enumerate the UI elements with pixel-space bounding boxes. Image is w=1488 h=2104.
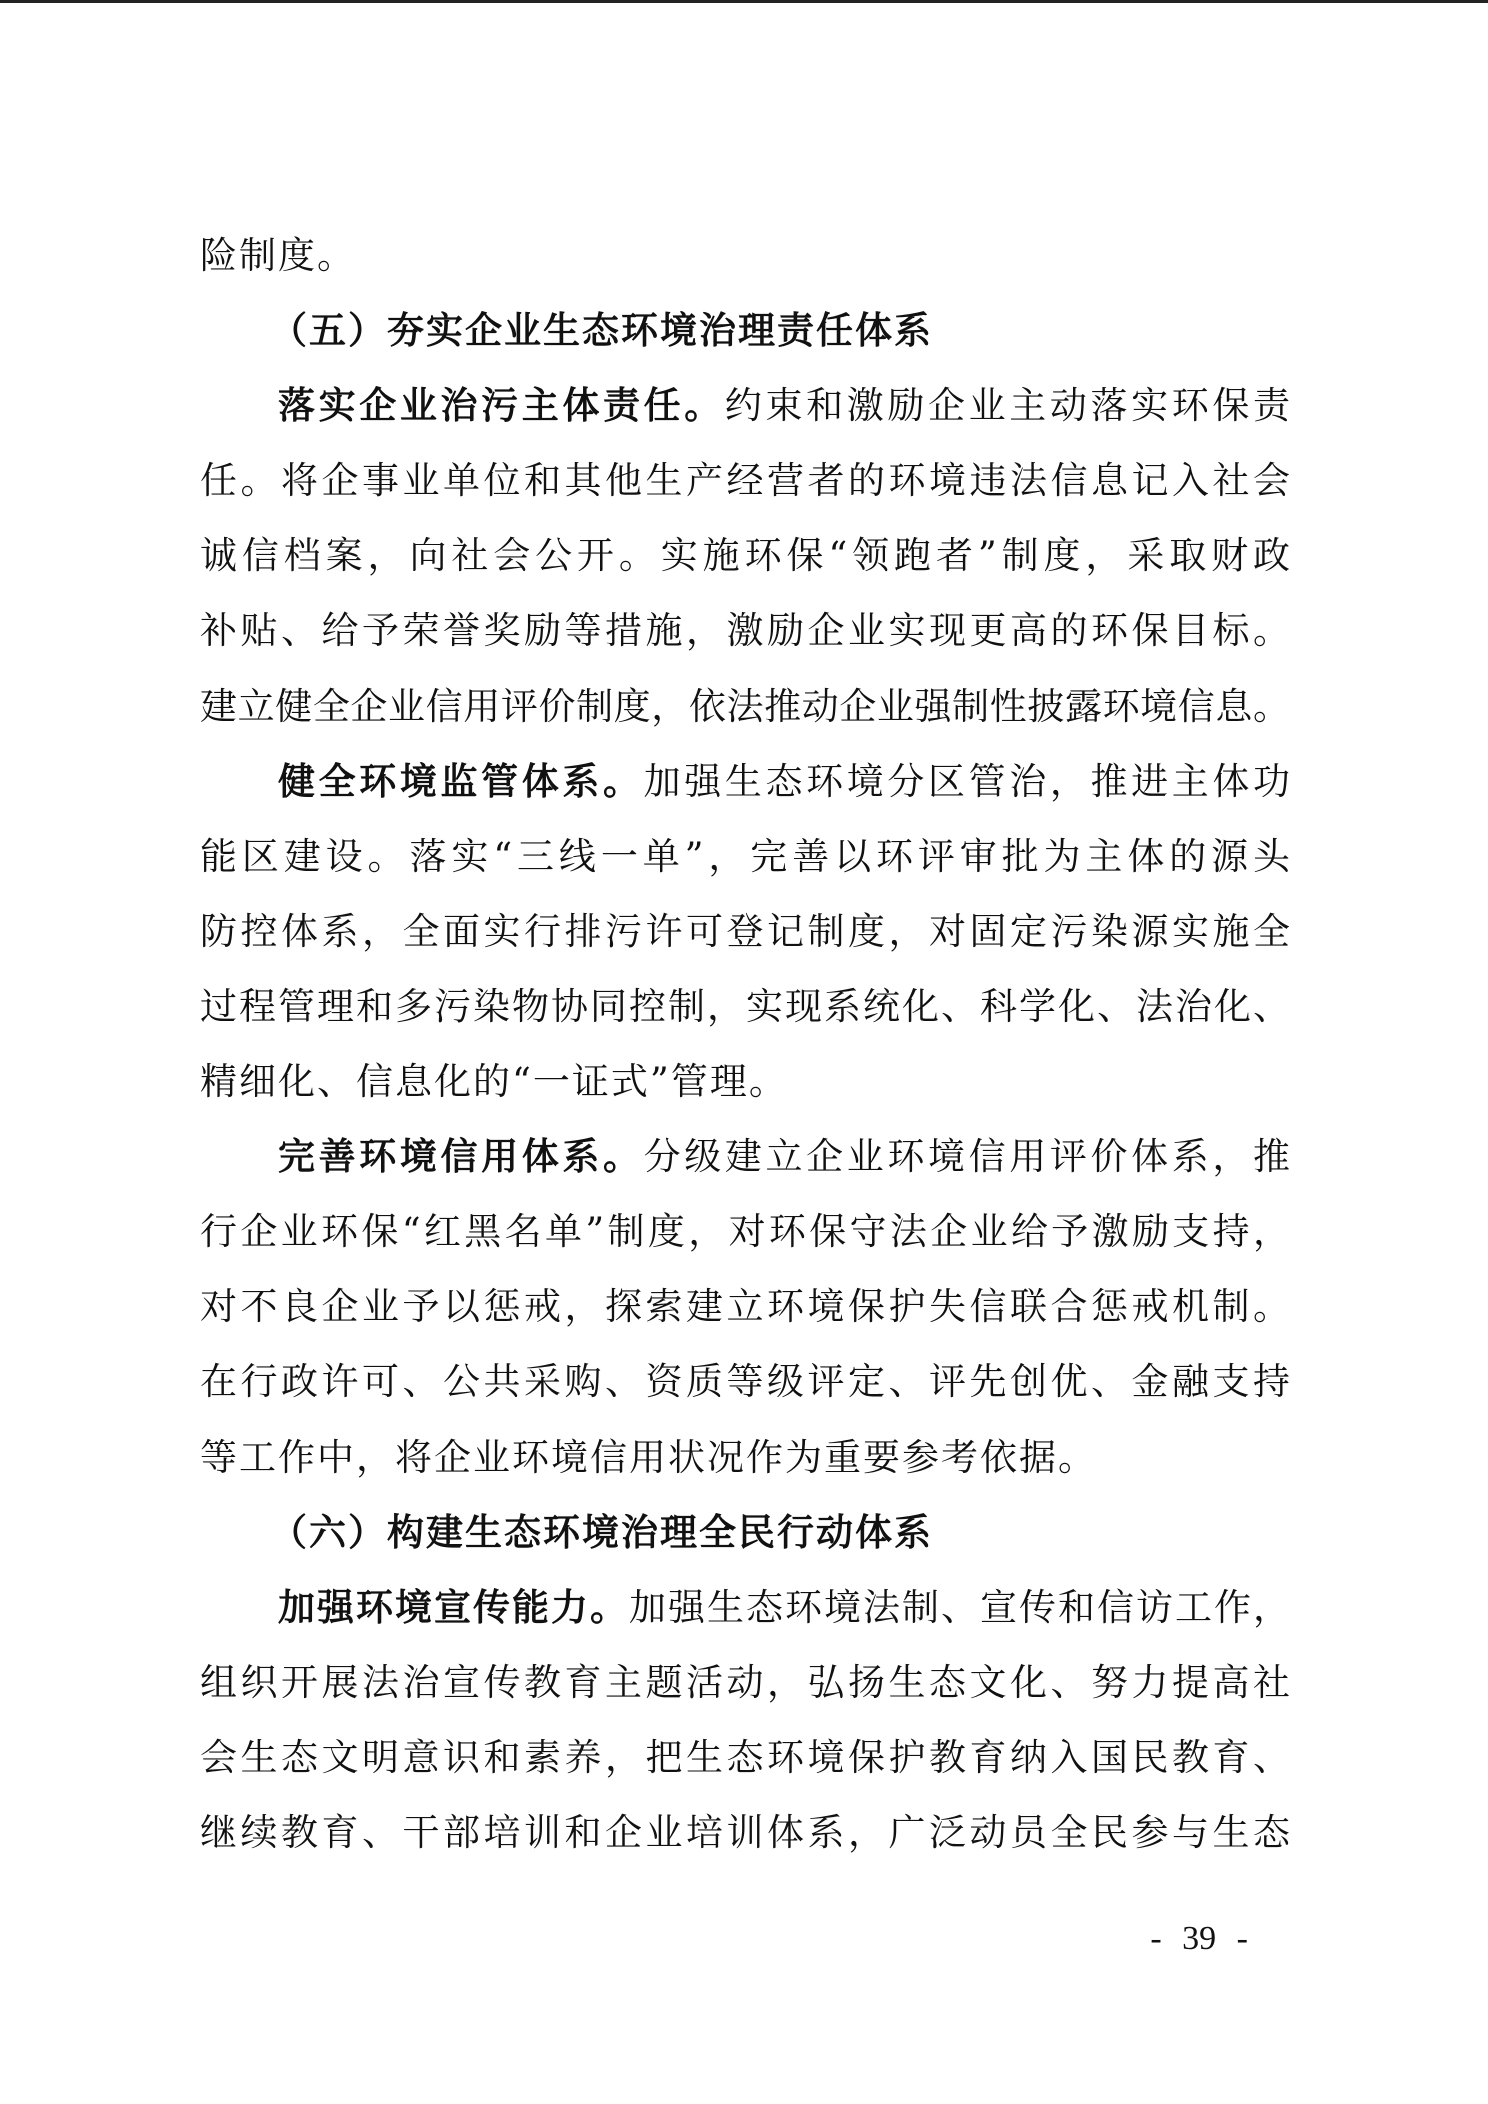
text-line: 建立健全企业信用评价制度，依法推动企业强制性披露环境信息。 bbox=[200, 684, 1290, 728]
text-line: 精细化、信息化的“一证式”管理。 bbox=[200, 1060, 788, 1104]
text-line: 过程管理和多污染物协同控制，实现系统化、科学化、法治化、 bbox=[200, 984, 1290, 1028]
text-line: 险制度。 bbox=[200, 234, 356, 277]
text-line: 会生态文明意识和素养，把生态环境保护教育纳入国民教育、 bbox=[200, 1735, 1290, 1779]
page-number: - 39 - bbox=[1150, 1920, 1248, 1957]
paragraph-first-line bbox=[200, 1119, 1290, 1194]
text-line: 等工作中，将企业环境信用状况作为重要参考依据。 bbox=[200, 1435, 1097, 1479]
text-line: 防控体系，全面实行排污许可登记制度，对固定污染源实施全 bbox=[200, 909, 1290, 953]
section-heading-6: （六）构建生态环境治理全民行动体系 bbox=[270, 1509, 933, 1554]
text-line: 诚信档案，向社会公开。实施环保“领跑者”制度，采取财政 bbox=[200, 534, 1290, 578]
text-line: 组织开展法治宣传教育主题活动，弘扬生态文化、努力提高社 bbox=[200, 1660, 1290, 1704]
body-text bbox=[200, 218, 1290, 1870]
text-line: 任。将企事业单位和其他生产经营者的环境违法信息记入社会 bbox=[200, 459, 1290, 503]
text-line: 行企业环保“红黑名单”制度，对环保守法企业给予激励支持， bbox=[200, 1210, 1290, 1254]
paragraph-first-line-rest: 加强生态环境分区管治，推进主体功 bbox=[643, 759, 1290, 803]
paragraph-lead-phrase: 落实企业治污主体责任。 bbox=[278, 383, 725, 428]
text-line: 在行政许可、公共采购、资质等级评定、评先创优、金融支持 bbox=[200, 1360, 1290, 1404]
text-line: 补贴、给予荣誉奖励等措施，激励企业实现更高的环保目标。 bbox=[200, 609, 1290, 653]
paragraph-first-line-rest: 加强生态环境法制、宣传和信访工作， bbox=[629, 1585, 1290, 1629]
text-line: 能区建设。落实“三线一单”，完善以环评审批为主体的源头 bbox=[200, 834, 1290, 878]
page-top-edge bbox=[0, 0, 1488, 3]
paragraph-first-line-rest: 约束和激励企业主动落实环保责 bbox=[724, 384, 1290, 428]
paragraph-first-line-rest: 分级建立企业环境信用评价体系，推 bbox=[643, 1135, 1290, 1179]
paragraph-lead-phrase: 健全环境监管体系。 bbox=[278, 758, 644, 803]
paragraph-first-line bbox=[200, 744, 1290, 819]
text-line: 继续教育、干部培训和企业培训体系，广泛动员全民参与生态 bbox=[200, 1810, 1290, 1854]
section-heading-5: （五）夯实企业生态环境治理责任体系 bbox=[270, 308, 933, 353]
paragraph-first-line bbox=[200, 368, 1290, 443]
paragraph-lead-phrase: 加强环境宣传能力。 bbox=[278, 1584, 629, 1629]
paragraph-first-line bbox=[200, 1570, 1290, 1645]
text-line: 对不良企业予以惩戒，探索建立环境保护失信联合惩戒机制。 bbox=[200, 1285, 1290, 1329]
paragraph-lead-phrase: 完善环境信用体系。 bbox=[278, 1134, 644, 1179]
